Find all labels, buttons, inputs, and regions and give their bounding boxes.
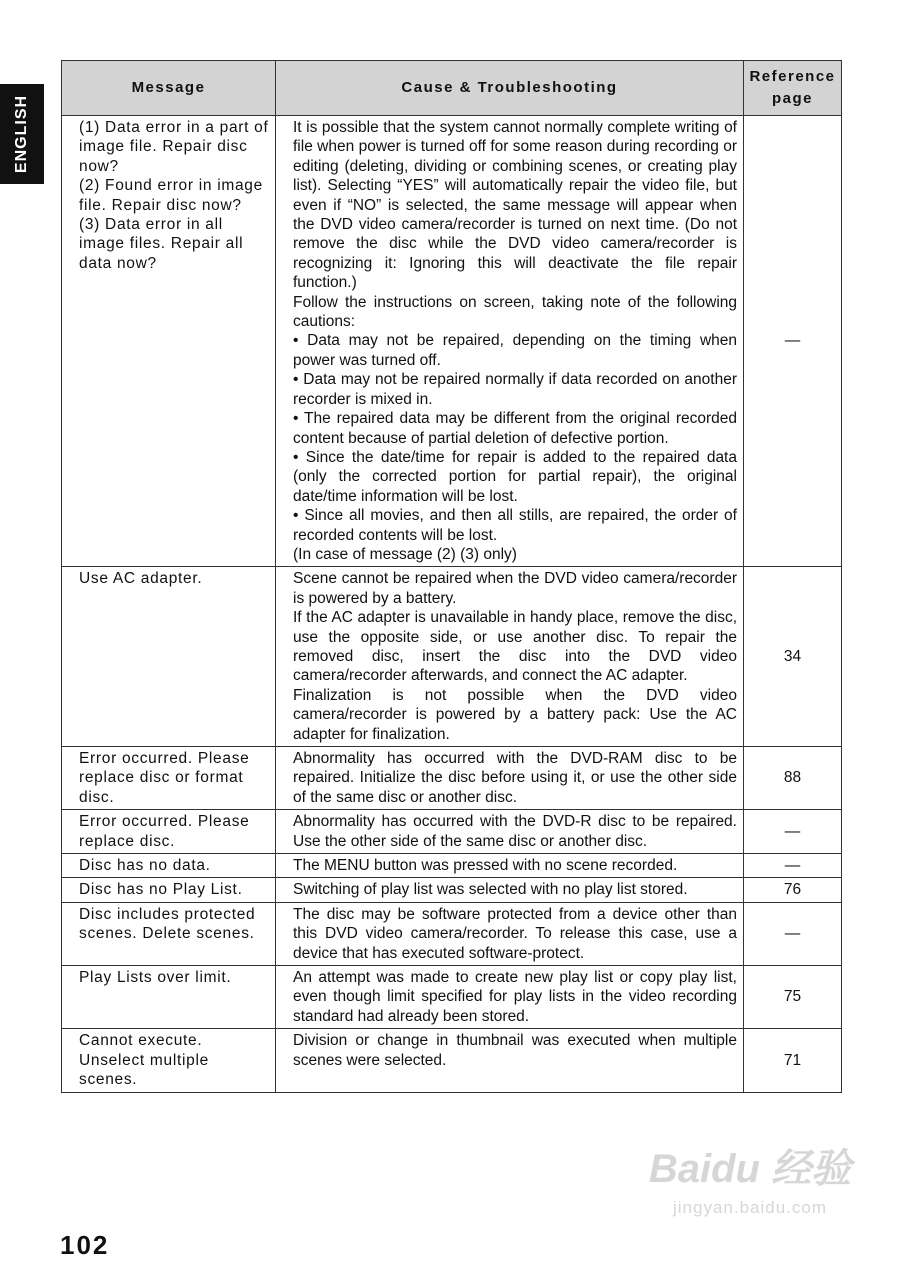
cause-cell-paragraph: • The repaired data may be different from the original recorded content because of partial deletion of defective portion. [293,410,737,447]
cause-cell-paragraph: Switching of play list was selected with no play list stored. [293,881,688,899]
reference-cell: — [744,810,842,854]
message-cell [62,854,276,878]
table-row [62,878,842,902]
reference-cell: 34 [744,567,842,747]
cause-cell-paragraph: Abnormality has occurred with the DVD-R disc to be repaired. Use the other side of the same disc or another disc. [293,813,737,850]
reference-cell: — [744,116,842,567]
cause-cell-paragraph: If the AC adapter is unavailable in handy place, remove the disc, use the opposite side, or use another disc. To repair the removed disc, insert the disc into the DVD video camera/recorder afterwards, and connect the AC adapter. [293,609,737,685]
cause-cell [276,567,744,747]
reference-cell: — [744,854,842,878]
header-message: Message [62,61,276,116]
table-row [62,966,842,1029]
message-cell-paragraph: Disc has no data. [79,857,211,875]
cause-cell [276,747,744,810]
cause-cell-paragraph: Finalization is not possible when the DVD video camera/recorder is powered by a battery pack: Use the AC adapter for finalization. [293,686,737,743]
cause-cell-paragraph: • Since all movies, and then all stills, are repaired, the order of recorded contents will be lost. [293,507,737,544]
message-cell [62,116,276,567]
header-reference: Reference page [744,61,842,116]
reference-cell: 75 [744,966,842,1029]
cause-cell-paragraph: • Since the date/time for repair is added to the repaired data (only the corrected portion for partial repair), the original date/time information will be lost. [293,448,737,505]
table-row [62,747,842,810]
cause-cell-paragraph: • Data may not be repaired normally if data recorded on another recorder is mixed in. [293,371,737,408]
message-cell-paragraph: Error occurred. Please replace disc or format disc. [79,750,250,806]
watermark-url: jingyan.baidu.com [672,1198,828,1217]
cause-cell-paragraph: Abnormality has occurred with the DVD-RAM disc to be repaired. Initialize the disc before using it, or use the other side of the same disc or another disc. [293,750,737,806]
cause-cell-paragraph: Scene cannot be repaired when the DVD video camera/recorder is powered by a battery. [293,570,737,607]
cause-cell-paragraph: Division or change in thumbnail was executed when multiple scenes were selected. [293,1032,737,1069]
table-row [62,854,842,878]
table-row [62,1029,842,1092]
reference-cell: — [744,902,842,965]
table-row [62,567,842,747]
cause-cell-paragraph: The MENU button was pressed with no scene recorded. [293,857,678,875]
cause-cell [276,966,744,1029]
message-cell-paragraph: Disc has no Play List. [79,881,243,899]
language-tab [0,84,44,184]
table-body [62,116,842,1093]
table-row [62,810,842,854]
message-cell-paragraph: Play Lists over limit. [79,969,232,987]
message-cell [62,902,276,965]
cause-cell [276,116,744,567]
header-cause: Cause & Troubleshooting [276,61,744,116]
message-cell-paragraph: (2) Found error in image file. Repair disc now? [79,177,263,214]
cause-cell-paragraph: The disc may be software protected from a device other than this DVD video camera/recorder. To release this case, use a device that has executed software-protect. [293,905,737,962]
message-cell [62,747,276,810]
cause-cell [276,878,744,902]
cause-cell [276,902,744,965]
cause-cell [276,1029,744,1092]
cause-cell-paragraph: (In case of message (2) (3) only) [293,545,517,563]
language-tab-label: ENGLISH [13,94,30,174]
message-cell [62,966,276,1029]
cause-cell-paragraph: • Data may not be repaired, depending on the timing when power was turned off. [293,332,737,369]
message-cell [62,878,276,902]
page-number: 102 [60,1230,110,1260]
message-cell [62,810,276,854]
message-cell-paragraph: Disc includes protected scenes. Delete scenes. [79,905,256,943]
table-row [62,116,842,567]
reference-cell: 76 [744,878,842,902]
message-table [61,60,842,1093]
watermark [640,1140,860,1240]
cause-cell-paragraph: It is possible that the system cannot normally complete writing of file when power is turned off for some reason during recording or editing (deleting, dividing or combining scenes, or creating play list). Selecting “YES” will automatically repair the video file, but even if “NO” is selected, the same message will appear when the DVD video camera/recorder is turned on next time. (Do not remove the disc while the DVD video camera/recorder is recognizing it: Ignoring this will deactivate the file repair function.) [293,119,737,292]
table-header-row [62,61,842,116]
message-cell-paragraph: Cannot execute. Unselect multiple scenes. [79,1032,209,1089]
watermark-brand: Baidu 经验 [648,1147,852,1191]
message-cell-paragraph: Error occurred. Please replace disc. [79,813,250,850]
reference-cell: 88 [744,747,842,810]
message-cell [62,1029,276,1092]
cause-cell [276,854,744,878]
reference-cell: 71 [744,1029,842,1092]
cause-cell-paragraph: Follow the instructions on screen, taking note of the following cautions: [293,293,737,331]
table-row [62,902,842,965]
message-cell-paragraph: Use AC adapter. [79,570,203,588]
cause-cell [276,810,744,854]
message-cell [62,567,276,747]
message-cell-paragraph: (3) Data error in all image files. Repair all data now? [79,216,244,272]
cause-cell-paragraph: An attempt was made to create new play list or copy play list, even though limit specified for play lists in the video recording standard had already been stored. [293,969,737,1025]
message-cell-paragraph: (1) Data error in a part of image file. Repair disc now? [79,119,269,175]
